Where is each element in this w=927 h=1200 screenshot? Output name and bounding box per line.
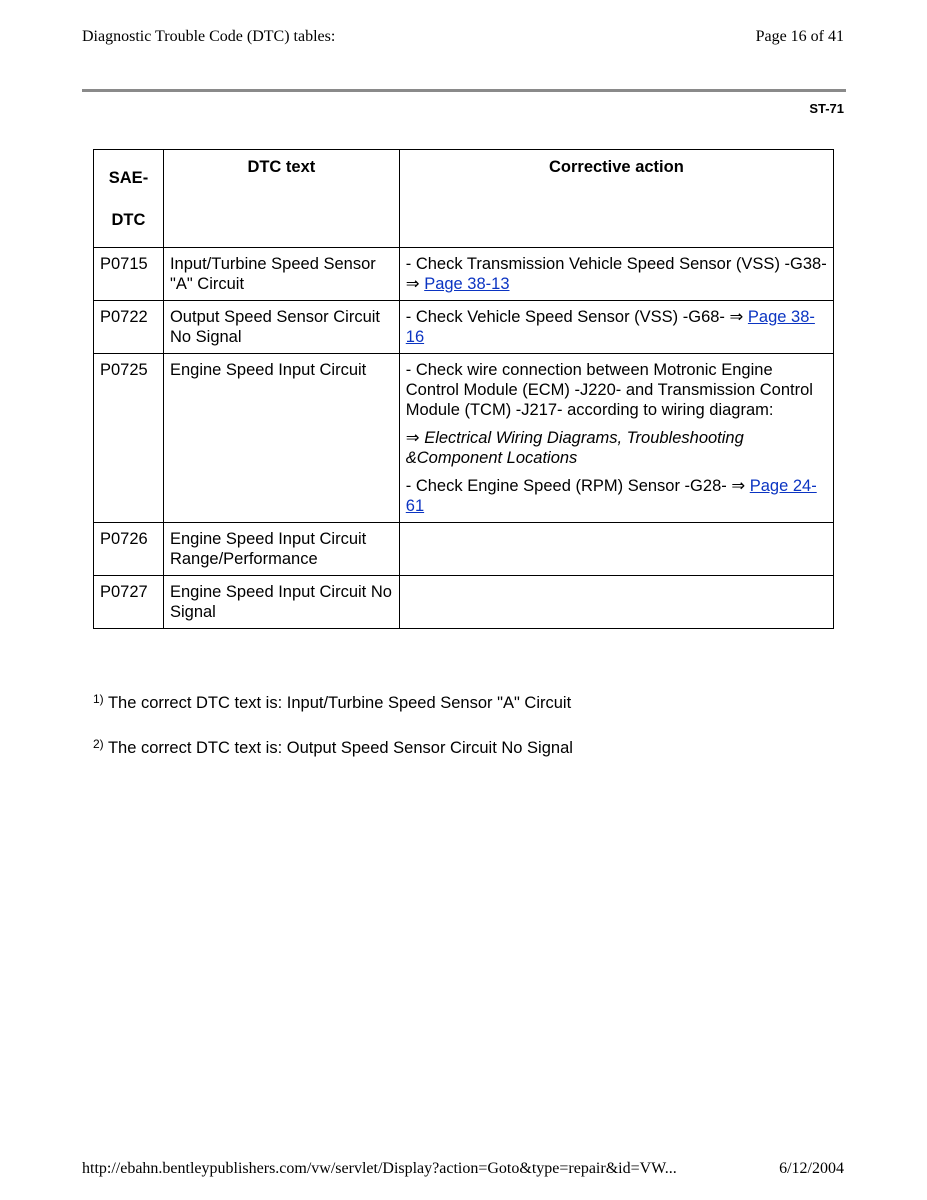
footer-url: http://ebahn.bentleypublishers.com/vw/servlet/Display?action=Goto&type=repair&id=VW...: [82, 1160, 677, 1177]
footnote-text: The correct DTC text is: Input/Turbine Speed Sensor "A" Circuit: [107, 694, 572, 712]
header-sae-dtc: [94, 150, 164, 248]
table-header-row: [94, 150, 834, 248]
action-text: - Check Transmission Vehicle Speed Sensor (VSS) -G38- ⇒: [405, 255, 827, 293]
table-row: [94, 523, 834, 576]
footnote-2: [93, 737, 573, 758]
action-paragraph: [406, 254, 827, 294]
footnote-text: The correct DTC text is: Output Speed Sensor Circuit No Signal: [107, 739, 573, 757]
action-paragraph: [406, 307, 827, 347]
dtc-text: Output Speed Sensor Circuit No Signal: [163, 301, 399, 354]
header-dtc-text: DTC text: [163, 150, 399, 248]
corrective-action: [399, 523, 833, 576]
action-paragraph: [406, 476, 827, 516]
dtc-code: P0726: [94, 523, 164, 576]
action-text: - Check Engine Speed (RPM) Sensor -G28- ⇒: [405, 477, 746, 495]
footnote-1: [93, 692, 571, 713]
reference-arrow-icon: ⇒: [405, 429, 420, 447]
wiring-reference-text: Electrical Wiring Diagrams, Troubleshooting &Component Locations: [405, 429, 744, 467]
page-link[interactable]: Page 38-16: [405, 308, 815, 346]
corrective-action: [399, 301, 833, 354]
dtc-text: Input/Turbine Speed Sensor "A" Circuit: [163, 248, 399, 301]
page-number: Page 16 of 41: [755, 28, 844, 45]
dtc-text: Engine Speed Input Circuit No Signal: [163, 576, 399, 629]
dtc-code: P0715: [94, 248, 164, 301]
dtc-text: Engine Speed Input Circuit Range/Performance: [163, 523, 399, 576]
footnote-mark: 1): [93, 692, 104, 706]
header-sae-line2: DTC: [111, 211, 146, 229]
table-row: [94, 248, 834, 301]
footer-date: 6/12/2004: [779, 1160, 844, 1177]
wiring-reference: [406, 428, 827, 468]
table-row: [94, 301, 834, 354]
header-sae-line1: SAE-: [108, 169, 149, 187]
header-rule: [82, 89, 846, 92]
action-text: - Check Vehicle Speed Sensor (VSS) -G68- ⇒: [405, 308, 744, 326]
action-paragraph: - Check wire connection between Motronic Engine Control Module (ECM) -J220- and Transmission Control Module (TCM) -J217- according to wiring diagram:: [405, 361, 813, 419]
section-code: ST-71: [809, 101, 844, 116]
corrective-action: [399, 248, 833, 301]
corrective-action: [399, 576, 833, 629]
table-row: [94, 354, 834, 523]
table-row: [94, 576, 834, 629]
dtc-code: P0725: [94, 354, 164, 523]
header-corrective-action: Corrective action: [399, 150, 833, 248]
corrective-action: [399, 354, 833, 523]
dtc-table: [93, 149, 834, 629]
page-link[interactable]: Page 24-61: [405, 477, 817, 515]
dtc-code: P0722: [94, 301, 164, 354]
footnote-mark: 2): [93, 737, 104, 751]
page-link[interactable]: Page 38-13: [424, 275, 510, 293]
document-title: Diagnostic Trouble Code (DTC) tables:: [82, 28, 336, 45]
dtc-text: Engine Speed Input Circuit: [163, 354, 399, 523]
dtc-code: P0727: [94, 576, 164, 629]
